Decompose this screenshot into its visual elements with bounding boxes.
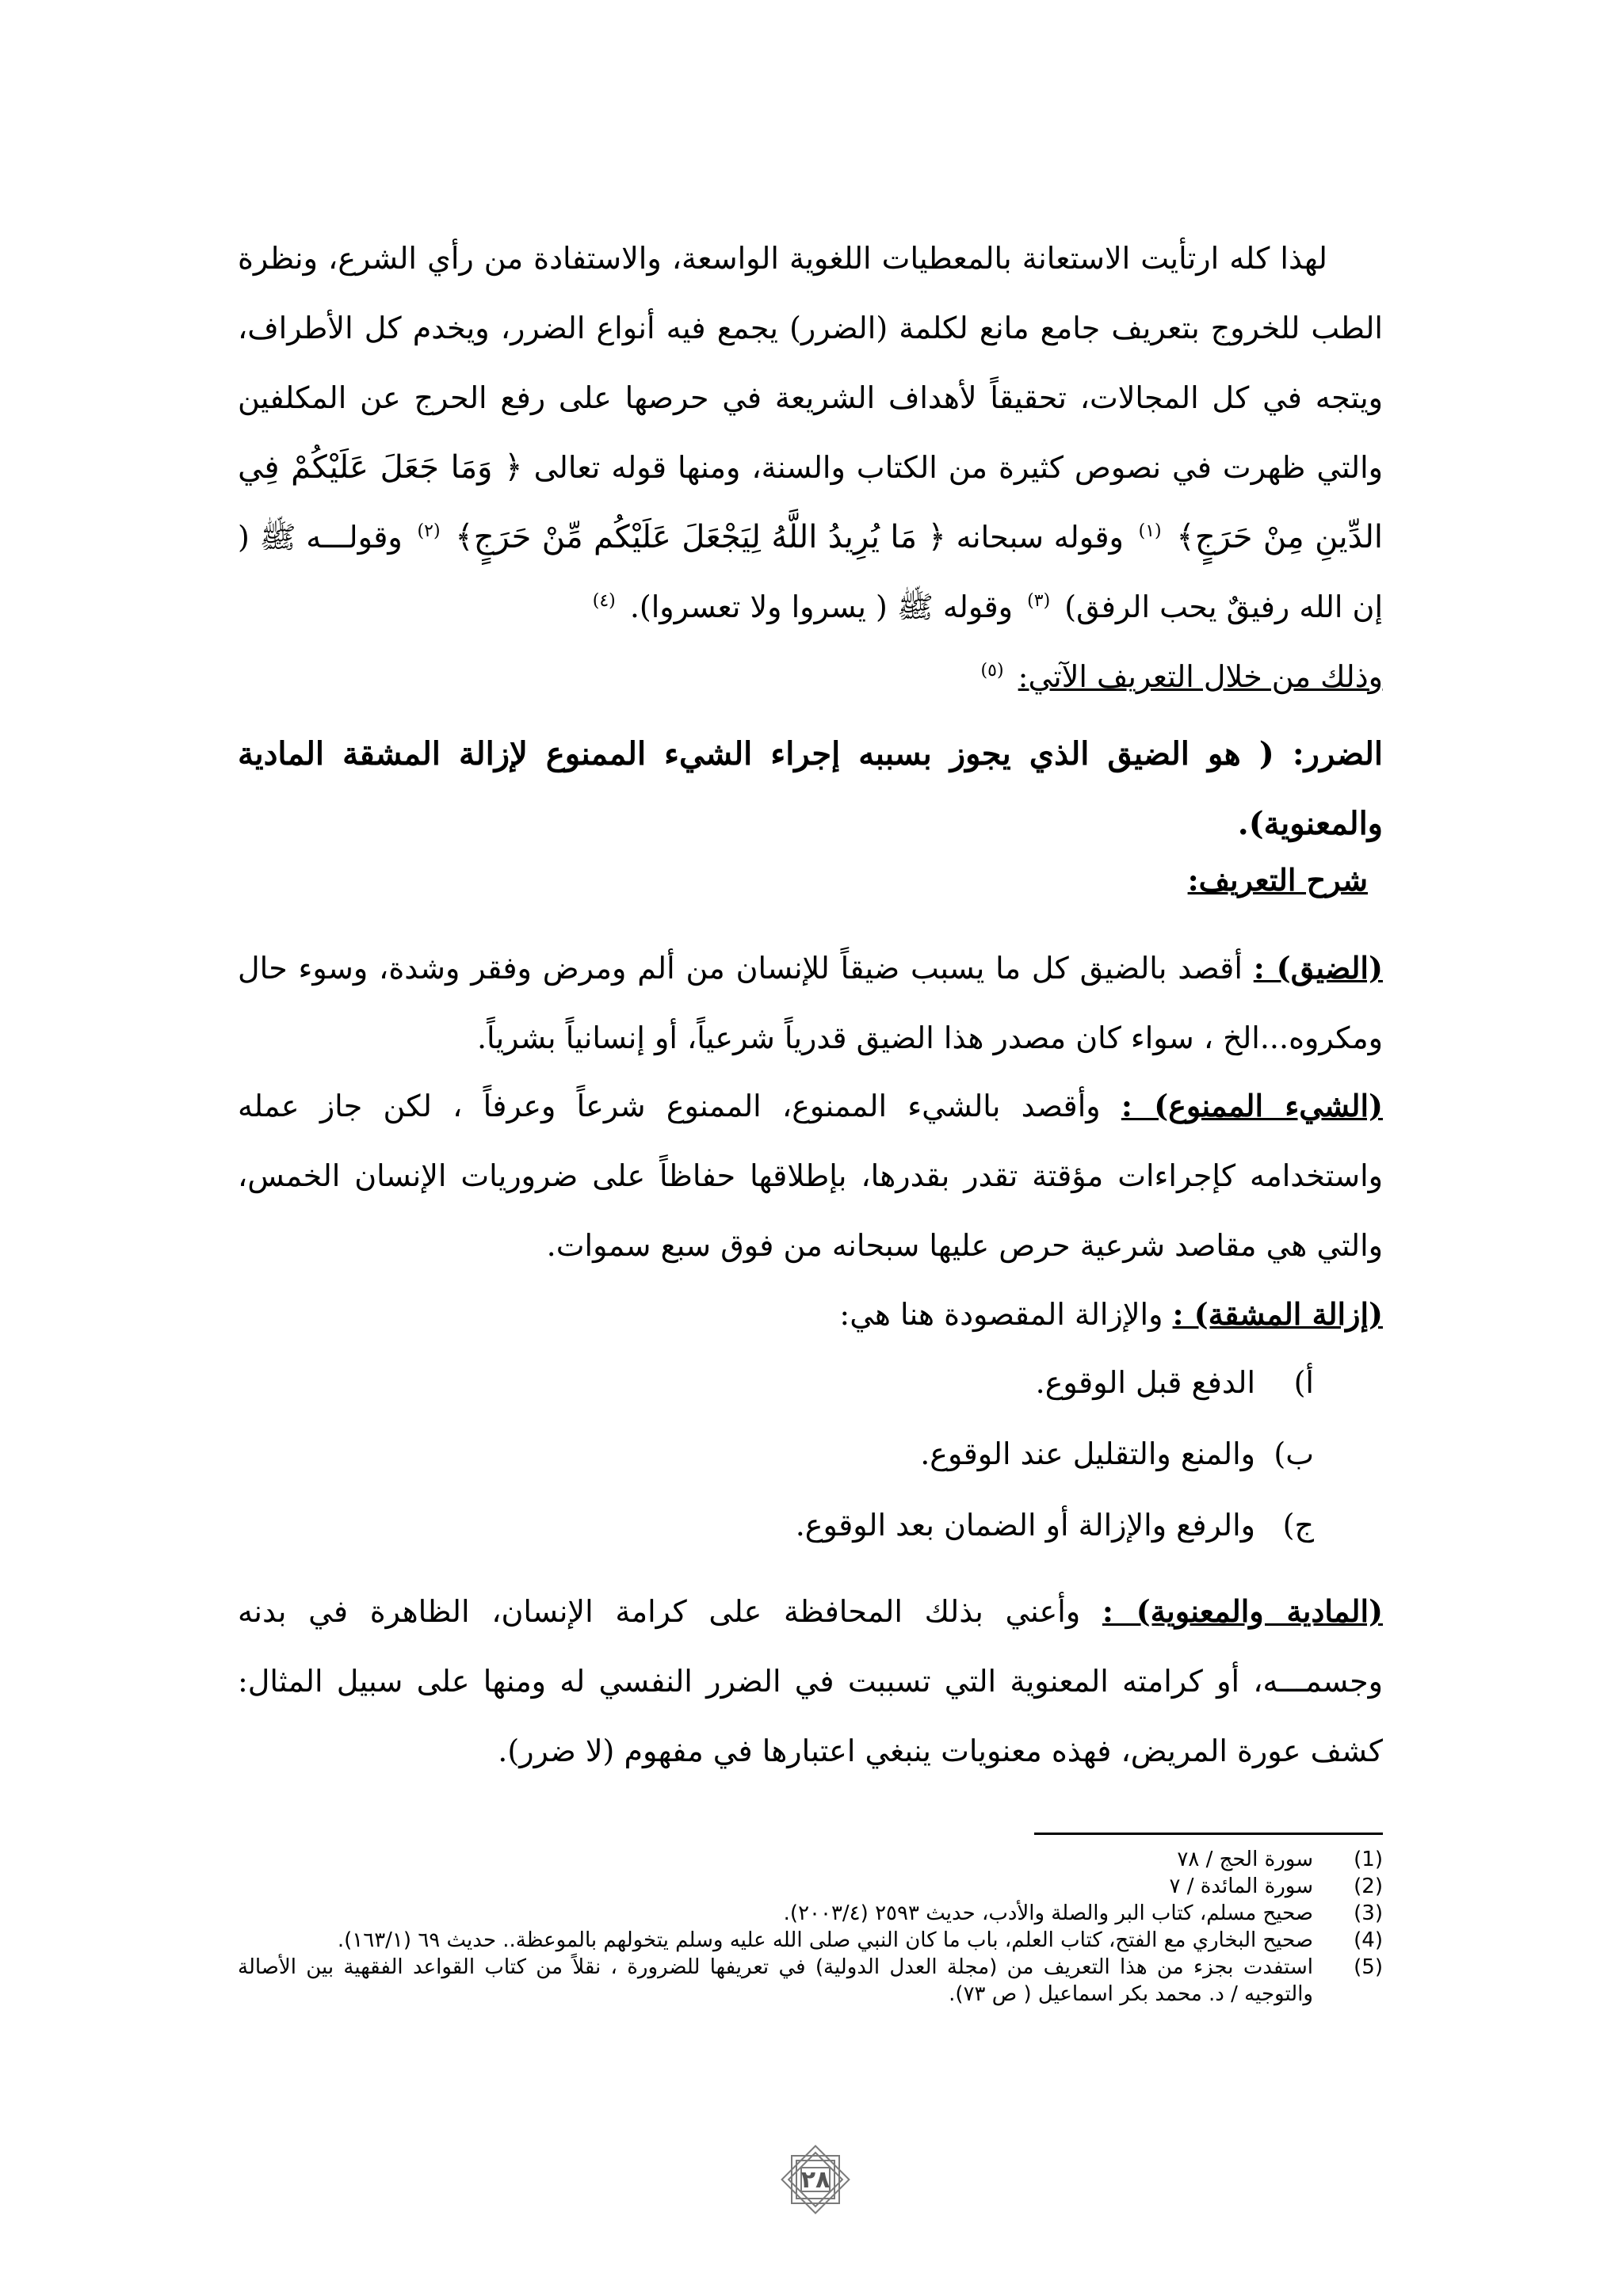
list-text: الدفع قبل الوقوع. <box>1035 1365 1255 1400</box>
hadith-1: ( إن الله رفيقٌ يحب الرفق) <box>238 520 1383 624</box>
footnote-item <box>238 1954 1383 2008</box>
list-item <box>796 1347 1314 1418</box>
footnote-number: (2) <box>1354 1875 1383 1898</box>
footnote-number: (1) <box>1354 1848 1383 1871</box>
footnote-ref-4[interactable]: (٤) <box>592 591 616 612</box>
list-text: والرفع والإزالة أو الضمان بعد الوقوع. <box>795 1508 1255 1543</box>
list-item <box>796 1418 1314 1489</box>
footnote-ref-1[interactable]: (١) <box>1138 521 1162 542</box>
footnote-text: صحيح البخاري مع الفتح، كتاب العلم، باب ما كان النبي صلى الله عليه وسلم يتخولهم بالموعظة.. حديث ٦٩ (١٦٣/١). <box>337 1928 1313 1952</box>
footnote-text: سورة الحج / ٧٨ <box>1177 1848 1313 1871</box>
term-text: وأقصد بالشيء الممنوع، الممنوع شرعاً وعرفاً ، لكن جاز عمله واستخدامه كإجراءات مؤقتة تقدر بقدرها، بإطلاقها حفاظاً على ضروريات الإنسان الخمس، والتي هي مقاصد شرعية حرص عليها سبحانه من فوق سبع سموات. <box>238 1089 1383 1263</box>
intro-paragraph <box>238 223 1383 711</box>
footnotes-list <box>238 1846 1383 2008</box>
intro-text: لهذا كله ارتأيت الاستعانة بالمعطيات اللغوية الواسعة، والاستفادة من رأي الشرع، ونظرة الطب للخروج بتعريف جامع مانع لكلمة (الضرر) يجمع فيه أنواع الضرر، ويخدم كل الأطراف، ويتجه في كل المجالات، تحقيقاً لأهداف الشريعة في حرصها على رفع الحرج عن المكلفين والتي ظهرت في نصوص كثيرة من الكتاب والسنة، ومنها قوله تعالى <box>238 241 1383 485</box>
list-marker: ب) <box>1274 1436 1314 1471</box>
page-number: ٢٨ <box>800 2165 831 2194</box>
connector-1: وقوله سبحانه <box>956 520 1124 555</box>
connector-3: وقوله ﷺ <box>896 589 1014 624</box>
term-label: (المادية والمعنوية) : <box>1102 1593 1383 1629</box>
quran-verse-2: ﴿ مَا يُرِيدُ اللَّهُ لِيَجْعَلَ عَلَيْكُم مِّنْ حَرَجٍ﴾ <box>455 519 946 555</box>
term-text: أقصد بالضيق كل ما يسبب ضيقاً للإنسان من ألم ومرض وفقر وشدة، وسوء حال ومكروه...الخ ، سواء كان مصدر هذا الضيق قدرياً شرعياً، أو إنسانياً بشرياً. <box>238 951 1383 1055</box>
term-paragraph <box>238 1071 1383 1280</box>
footnote-number: (4) <box>1354 1928 1383 1952</box>
term-label: (الضيق) : <box>1253 950 1383 986</box>
footnote-text: صحيح مسلم، كتاب البر والصلة والأدب، حديث ٢٥٩٣ (٢٠٠٣/٤). <box>783 1901 1313 1925</box>
term-label: (الشيء الممنوع) : <box>1121 1088 1383 1123</box>
list-marker: أ) <box>1293 1365 1314 1400</box>
connector-2: وقولـــه ﷺ <box>259 520 403 555</box>
definition-block <box>238 719 1383 859</box>
footnote-ref-3[interactable]: (٣) <box>1027 591 1051 612</box>
list-text: والمنع والتقليل عند الوقوع. <box>920 1436 1255 1471</box>
hadith-2: ( يسروا ولا تعسروا). <box>629 589 888 624</box>
term-item <box>238 1577 1383 1786</box>
footnote-item <box>238 1927 1383 1954</box>
footnote-ref-5[interactable]: (٥) <box>980 661 1004 681</box>
term-label: (إزالة المشقة) : <box>1172 1296 1383 1332</box>
footnote-item <box>238 1846 1383 1873</box>
closing-line: وذلك من خلال التعريف الآتي: <box>1018 659 1383 694</box>
term-paragraph <box>238 1577 1383 1786</box>
list-item <box>796 1489 1314 1561</box>
footnote-text: سورة المائدة / ٧ <box>1169 1875 1313 1898</box>
section-title: شرح التعريف: <box>1187 862 1368 898</box>
term-item <box>238 1280 1383 1349</box>
term-item <box>238 933 1383 1073</box>
footnote-number: (5) <box>1354 1955 1383 1979</box>
footnote-text: استفدت بجزء من هذا التعريف من (مجلة العدل الدولية) في تعريفها للضرورة ، نقلاً من كتاب القواعد الفقهية بين الأصالة والتوجيه / د. محمد بكر اسماعيل ( ص ٧٣). <box>238 1955 1313 2006</box>
footnote-number: (3) <box>1354 1901 1383 1925</box>
footnote-item <box>238 1873 1383 1900</box>
quran-verse-1: ﴿ وَمَا جَعَلَ عَلَيْكُمْ فِي الدِّينِ مِنْ حَرَجٍ﴾ <box>238 449 1383 555</box>
list-marker: ج) <box>1282 1508 1314 1543</box>
footnote-item <box>238 1900 1383 1927</box>
intro-body <box>238 223 1383 711</box>
footnote-divider <box>1034 1833 1383 1835</box>
removal-list <box>796 1347 1314 1561</box>
page-number-ornament <box>772 2136 859 2223</box>
term-text: والإزالة المقصودة هنا هي: <box>839 1297 1163 1332</box>
term-paragraph <box>238 1280 1383 1349</box>
term-paragraph <box>238 933 1383 1073</box>
footnote-ref-2[interactable]: (٢) <box>417 521 441 542</box>
term-item <box>238 1071 1383 1280</box>
term-text: وأعني بذلك المحافظة على كرامة الإنسان، الظاهرة في بدنه وجسمـــه، أو كرامته المعنوية التي تسببت في الضرر النفسي له ومنها على سبيل المثال: كشف عورة المريض، فهذه معنويات ينبغي اعتبارها في مفهوم (لا ضرر). <box>238 1594 1383 1768</box>
definition-text: الضرر: ( هو الضيق الذي يجوز بسببه إجراء الشيء الممنوع لإزالة المشقة المادية والمعنوية). <box>238 735 1383 842</box>
